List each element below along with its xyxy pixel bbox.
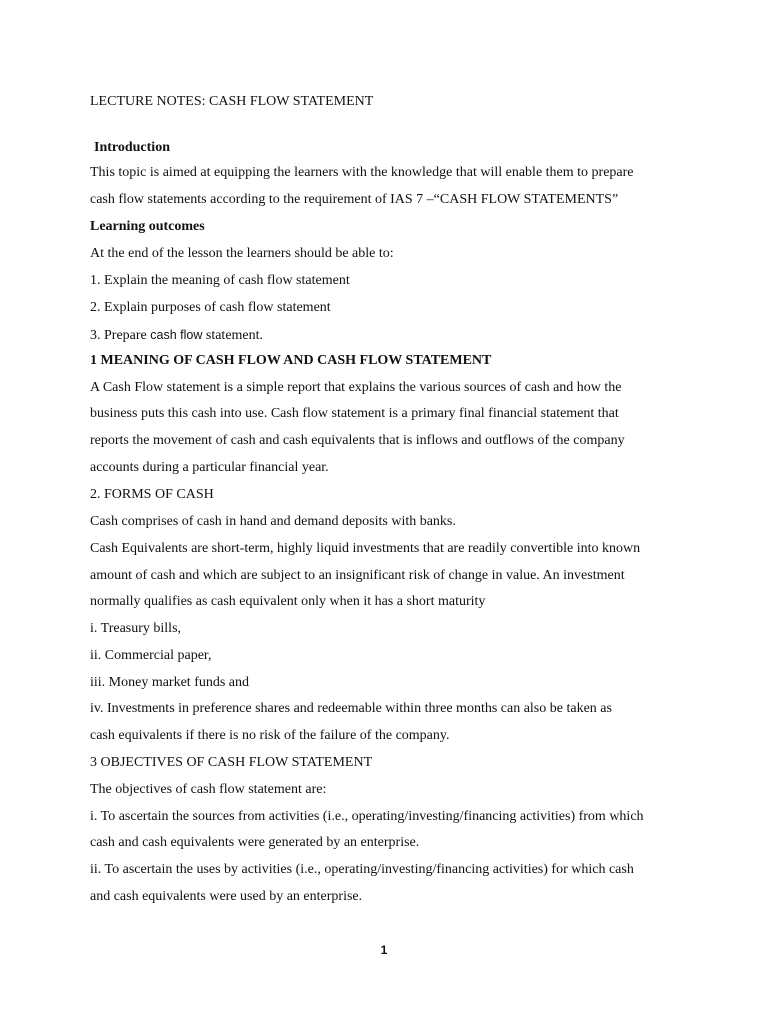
section-3-lead: The objectives of cash flow statement are: [90, 782, 327, 797]
outcome-3-suffix: statement. [202, 328, 264, 343]
page-number: 1 [380, 943, 388, 957]
list-item-iv-line-1: iv. Investments in preference shares and redeemable within three months can also be taken as [90, 701, 612, 716]
objective-i-line-1: i. To ascertain the sources from activities (i.e., operating/investing/financing activities) from which [90, 809, 644, 824]
list-item-i: i. Treasury bills, [90, 621, 182, 636]
list-item-iv-line-2: cash equivalents if there is no risk of the failure of the company. [90, 728, 450, 743]
section-1-heading: 1 MEANING OF CASH FLOW AND CASH FLOW STATEMENT [90, 353, 492, 368]
section-3-heading: 3 OBJECTIVES OF CASH FLOW STATEMENT [90, 755, 373, 770]
outcome-3-prefix: 3. Prepare [90, 328, 151, 343]
objective-i-line-2: cash and cash equivalents were generated by an enterprise. [90, 835, 420, 850]
list-item-iii: iii. Money market funds and [90, 675, 250, 690]
section-2-line-1: Cash comprises of cash in hand and demand deposits with banks. [90, 514, 456, 529]
section-2-line-2: Cash Equivalents are short-term, highly liquid investments that are readily convertible into known [90, 541, 641, 556]
section-1-line-3: reports the movement of cash and cash equivalents that is inflows and outflows of the company [90, 433, 625, 448]
objective-ii-line-1: ii. To ascertain the uses by activities (i.e., operating/investing/financing activities) for which cash [90, 862, 634, 877]
outcome-item-2: 2. Explain purposes of cash flow statement [90, 300, 331, 315]
section-1-line-2: business puts this cash into use. Cash flow statement is a primary final financial statement that [90, 406, 619, 421]
intro-line-1: This topic is aimed at equipping the learners with the knowledge that will enable them to prepare [90, 165, 634, 180]
outcome-3-cash-flow: cash flow [150, 328, 203, 342]
objective-ii-line-2: and cash equivalents were used by an enterprise. [90, 889, 363, 904]
section-1-line-1: A Cash Flow statement is a simple report that explains the various sources of cash and how the [90, 380, 622, 395]
section-1-line-4: accounts during a particular financial year. [90, 460, 329, 475]
section-2-heading: 2. FORMS OF CASH [90, 487, 214, 502]
outcome-item-1: 1. Explain the meaning of cash flow statement [90, 273, 350, 288]
intro-heading: Introduction [94, 140, 170, 155]
outcomes-heading: Learning outcomes [90, 219, 205, 234]
outcome-item-3 [90, 326, 263, 345]
intro-line-2: cash flow statements according to the requirement of IAS 7 –“CASH FLOW STATEMENTS” [90, 192, 619, 207]
section-2-line-3: amount of cash and which are subject to an insignificant risk of change in value. An investment [90, 568, 625, 583]
section-2-line-4: normally qualifies as cash equivalent only when it has a short maturity [90, 594, 486, 609]
list-item-ii: ii. Commercial paper, [90, 648, 212, 663]
document-title: LECTURE NOTES: CASH FLOW STATEMENT [90, 94, 374, 109]
outcomes-lead: At the end of the lesson the learners should be able to: [90, 246, 394, 261]
